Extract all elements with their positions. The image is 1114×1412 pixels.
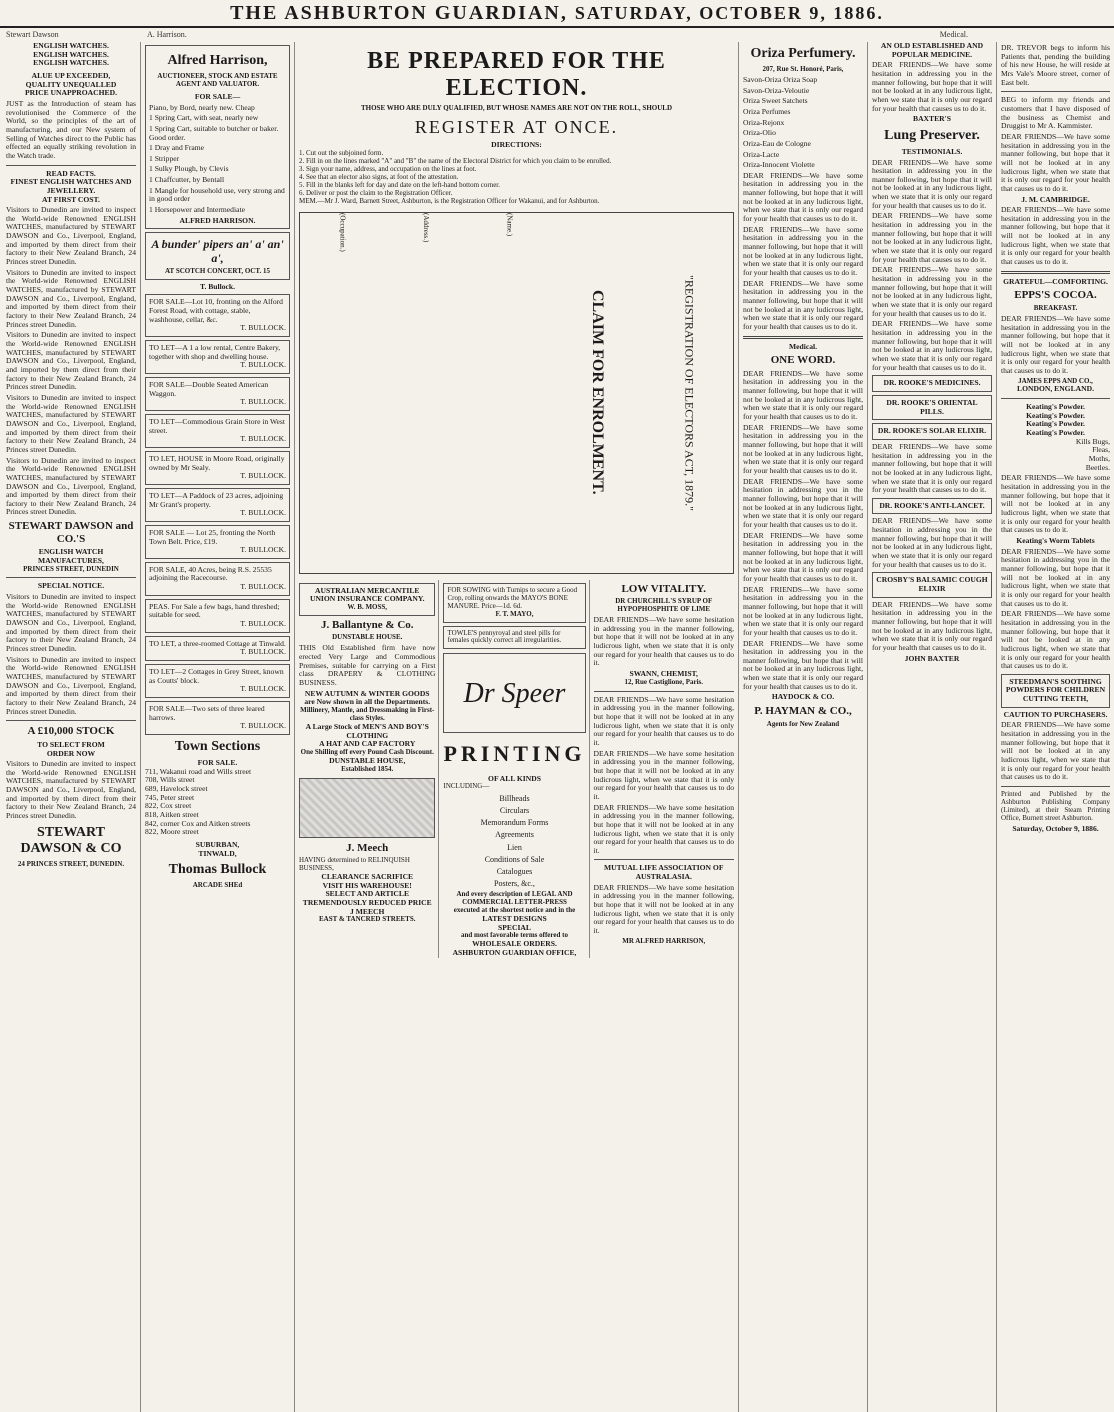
oriza-item: Savon-Oriza Oriza Soap	[743, 74, 818, 84]
direction-step: 4. See that an elector also signs, at foot of the attestation.	[299, 172, 459, 181]
ad-body: VISIT HIS WAREHOUSE!	[322, 880, 412, 890]
ad-heading: TO SELECT FROM	[37, 739, 105, 749]
notice-text: FOR SALE—Double Seated American Waggon.	[149, 379, 269, 398]
ad-body: DEAR FRIENDS—We have some hesitation in addressing you in the manner following, but hope that it will not be looked at in any ludicrous light, when we state that it is only our regard for your health that causes us to do it.	[593, 694, 734, 747]
imprint-date: Saturday, October 9, 1886.	[1012, 823, 1099, 833]
printing-desc: executed at the shortest notice and in the	[453, 905, 576, 914]
notice-text: TO LET, HOUSE in Moore Road, originally owned by Mr Sealy.	[149, 453, 285, 472]
ad-body: Visitors to Dunedin are invited to inspect the World-wide Renowned ENGLISH WATCHES, manufactured by STEWART DAWSON and Co., Liverpool, England, and imported by them direct from their factory to their New Zealand Branch, 24 Princes street Dunedin.	[6, 654, 136, 716]
election-intro: THOSE WHO ARE DULY QUALIFIED, BUT WHOSE NAMES ARE NOT ON THE ROLL, SHOULD	[361, 103, 672, 112]
sale-item: 1 Stripper	[149, 153, 180, 163]
printing-desc: SPECIAL	[498, 922, 531, 932]
notice-text: FOR SALE — Lot 25, fronting the North Town Belt. Price, £19.	[149, 527, 276, 546]
masthead	[0, 0, 1114, 28]
ad-heading: A £10,000 STOCK	[27, 725, 115, 738]
ad-line: PRICE UNAPPROACHED.	[25, 88, 117, 98]
oriza-item: Oriza-Eau de Cologne	[743, 138, 811, 148]
sale-item: 1 Chaffcutter, by Bentall	[149, 175, 225, 185]
keating-line: Keating's Powder.	[1026, 419, 1085, 429]
notice-sign: T. BULLOCK.	[240, 434, 286, 444]
ad-body: Visitors to Dunedin are invited to inspect the World-wide Renowned ENGLISH WATCHES, manufactured by STEWART DAWSON and Co., Liverpool, England, and imported by them direct from their factory to their New Zealand Branch, 24 Princes street Dunedin.	[6, 759, 136, 821]
sale-item: 1 Spring Cart, with seat, nearly new	[149, 113, 259, 123]
column-6	[1001, 42, 1114, 1412]
printing-item: Billheads	[499, 794, 530, 804]
notice	[145, 664, 290, 698]
ad-line: QUALITY UNEQUALLED	[25, 79, 117, 89]
ad-body: FOR SOWING with Turnips to secure a Good Crop, rolling onwards the MAYO'S BONE MANURE. Price—1d. 6d.	[447, 585, 578, 610]
ad-body: DEAR FRIENDS—We have some hesitation in addressing you in the manner following, but hope that it will not be looked at in any ludicrous light, when we state that it is only our regard for your health that causes us to do it.	[743, 224, 863, 278]
ad-body: DEAR FRIENDS—We have some hesitation in addressing you in the manner following, but hope that it will not be looked at in any ludicrous light, when we state that it is only our regard for your health that causes us to do it.	[593, 882, 734, 936]
ad-body: DEAR FRIENDS—We have some hesitation in addressing you in the manner following, but hope that it will not be looked at in any ludicrous light, when we state that it is only our regard for your health that causes us to do it.	[872, 60, 992, 113]
column-1	[6, 42, 141, 1412]
notice	[145, 451, 290, 485]
ad-sign: 12, Rue Castiglione, Paris.	[624, 677, 704, 686]
ad-subtitle: AUCTIONEER, STOCK AND ESTATE AGENT AND VALUATOR.	[157, 71, 278, 88]
ad-body: A HAT AND CAP FACTORY	[319, 739, 416, 749]
notice	[145, 562, 290, 596]
notice	[145, 701, 290, 735]
ad-title: EPPS'S COCOA.	[1014, 289, 1097, 302]
rooke-heading: DR. ROOKE'S ORIENTAL PILLS.	[872, 395, 992, 420]
ad-sign: F. T. MAYO,	[495, 609, 534, 618]
ad-body: DEAR FRIENDS—We have some hesitation in addressing you in the manner following, but hope that it will not be looked at in any ludicrous light, when we state that it is only our regard for your health that causes us to do it.	[743, 530, 863, 583]
center-subcol-c	[594, 580, 735, 958]
notice-sign: T. BULLOCK.	[240, 323, 286, 333]
ad-body: A Large Stock of MEN'S AND BOY'S CLOTHING	[305, 721, 429, 740]
ad-body: DEAR FRIENDS—We have some hesitation in addressing you in the manner following, but hope that it will not be looked at in any ludicrous light, when we state that it is only our regard for your health that causes us to do it.	[743, 278, 863, 331]
ad-body: Visitors to Dunedin are invited to inspect the World-wide Renowned ENGLISH WATCHES, manufactured by STEWART DAWSON and Co., Liverpool, England, and imported by them direct from their factory to their New Zealand Branch, 24 Princes street Dunedin.	[6, 392, 136, 454]
ad-body: One Shilling off every Pound Cash Discount.	[300, 747, 434, 756]
ad-title: J. Ballantyne & Co.	[320, 618, 414, 631]
divider	[594, 859, 735, 860]
ad-line: ENGLISH WATCHES.	[33, 49, 109, 59]
illustration	[299, 778, 435, 838]
notice-text: FOR SALE—Lot 10, fronting on the Alford Forest Road, with cottage, stable, washhouse, cellar, &c.	[149, 297, 283, 324]
notice	[145, 294, 290, 337]
ad-body: DEAR FRIENDS—We have some hesitation in addressing you in the manner following, but hope that it will not be looked at in any ludicrous light, when we state that it is only our regard for your health that causes us to do it.	[593, 615, 734, 668]
form-field-name[interactable]: (Name.)	[505, 212, 514, 236]
ad-body: DEAR FRIENDS—We have some hesitation in addressing you in the manner following, but hope that it will not be looked at in any ludicrous light, when we state that it is only our regard for your health that causes us to do it.	[743, 584, 863, 637]
ad-footer: 24 PRINCES STREET, DUNEDIN.	[17, 859, 125, 868]
ad-line: ALUE UP EXCEEDED,	[31, 70, 111, 80]
ad-body: THIS Old Established firm have now erected Very Large and Commodious Premises, suitable for carrying on a First class DRAPERY & CLOTHING BUSINESS.	[299, 643, 436, 688]
sale-item: 1 Sulky Plough, by Clevis	[149, 164, 229, 174]
section-heading: T. Bullock.	[199, 281, 236, 291]
oriza-item: Oriza-Rejonx	[743, 117, 785, 127]
oriza-item: Savon-Oriza-Veloutie	[743, 85, 810, 95]
ad-heading: FOR SALE—	[194, 91, 241, 101]
issue-date: SATURDAY, OCTOBER 9, 1886.	[574, 2, 884, 23]
ad-body: TREMENDOUSLY REDUCED PRICE	[302, 897, 432, 907]
towle-ad: TOWLE'S pennyroyal and steel pills for females quickly correct all irregularities.	[443, 626, 585, 650]
printing-item: Posters, &c.,	[494, 878, 535, 888]
column-center	[299, 42, 739, 1412]
ad-heading: ORDER NOW	[46, 748, 96, 758]
ad-heading: TESTIMONIALS.	[901, 146, 963, 156]
center-subcol-a	[299, 580, 439, 958]
rooke-heading: DR. ROOKE'S ANTI-LANCET.	[872, 498, 992, 515]
ad-sign: Thomas Bullock	[168, 862, 267, 878]
ad-body: DEAR FRIENDS—We have some hesitation in addressing you in the manner following, but hope that it will not be looked at in any ludicrous light, when we state that it is only our regard for your health that causes us to do it.	[872, 211, 992, 264]
section-item: 822, Cox street	[145, 801, 192, 811]
printing-desc: and most favorable terms offered to	[460, 931, 568, 940]
notice	[145, 525, 290, 559]
ad-body: DEAR FRIENDS—We have some hesitation in addressing you in the manner following, but hope that it will not be looked at in any ludicrous light, when we state that it is only our regard for your health that causes us to do it.	[743, 638, 863, 691]
printing-desc: WHOLESALE ORDERS.	[472, 939, 557, 949]
ad-sign: STEWART DAWSON and CO.'S	[8, 520, 134, 545]
printing-item: Lien	[507, 842, 522, 852]
section-subheading: TINWALD,	[198, 848, 237, 858]
notice	[145, 636, 290, 661]
oriza-item: Oriza-Lacte	[743, 149, 780, 159]
ad-heading: READ FACTS.	[46, 168, 96, 178]
ad-body: DEAR FRIENDS—We have some hesitation in addressing you in the manner following, but hope that it will not be looked at in any ludicrous light, when we state that it is only our regard for your health that causes us to do it.	[1001, 546, 1110, 608]
ad-sign: PRINCES STREET, DUNEDIN	[23, 564, 119, 573]
ad-sign: JOHN BAXTER	[904, 653, 960, 663]
direction-step: 5. Fill in the blanks left for day and date on the left-hand bottom corner.	[299, 180, 501, 189]
divider	[1001, 91, 1110, 92]
notice-text: FOR SALE, 40 Acres, being R.S. 25535 adjoining the Racecourse.	[149, 564, 272, 583]
ad-footer: STEWART DAWSON & CO	[20, 824, 122, 856]
section-subheading: SUBURBAN,	[195, 839, 240, 849]
ad-body: DEAR FRIENDS—We have some hesitation in addressing you in the manner following, but hope that it will not be looked at in any ludicrous light, when we state that it is only our regard for your health that causes us to do it.	[872, 265, 992, 318]
notice-text: PEAS. For Sale a few bags, hand threshed; suitable for seed.	[149, 601, 280, 620]
ad-title: Keating's Worm Tablets	[1016, 535, 1095, 545]
register-banner: REGISTER AT ONCE.	[414, 116, 619, 137]
section-heading: Town Sections	[174, 739, 261, 755]
keating-line: Keating's Powder.	[1026, 428, 1085, 438]
notice-text: TO LET—A Paddock of 23 acres, adjoining Mr Grant's property.	[149, 490, 284, 509]
ad-sign: LONDON, ENGLAND.	[1017, 384, 1094, 394]
column-2	[145, 42, 295, 1412]
notice-sign: T. BULLOCK.	[240, 647, 286, 657]
notice	[145, 377, 290, 411]
ad-body: DEAR FRIENDS—We have some hesitation in addressing you in the manner following, but hope that it will not be looked at in any ludicrous light, when we state that it is only our regard for your health that causes us to do it.	[743, 170, 863, 224]
election-headline: BE PREPARED FOR THE ELECTION.	[367, 48, 666, 102]
direction-step: 3. Sign your name, address, and occupation on the lines at foot.	[299, 164, 477, 173]
sale-item: 1 Horsepower and Intermediate	[149, 205, 245, 215]
center-ad-grid	[299, 580, 734, 958]
ad-body: DEAR FRIENDS—We have some hesitation in addressing you in the manner following, but hope that it will not be looked at in any ludicrous light, when we state that it is only our regard for your health that causes us to do it.	[1001, 720, 1110, 782]
ad-body: Visitors to Dunedin are invited to inspect the World-wide Renowned ENGLISH WATCHES, manufactured by STEWART DAWSON and Co., Liverpool, England, and imported by them direct from their factory to their New Zealand Branch, 24 Princes street Dunedin.	[6, 205, 136, 267]
keating-line: Keating's Powder.	[1026, 402, 1085, 412]
rooke-heading: DR. ROOKE'S MEDICINES.	[872, 375, 992, 392]
ad-sign: Agents for New Zealand	[766, 719, 840, 728]
section-subheading: FOR SALE.	[197, 757, 238, 767]
section-item: 708, Wills street	[145, 775, 195, 785]
oriza-item: Oriza Perfumes	[743, 106, 791, 116]
ad-body: DEAR FRIENDS—We have some hesitation in addressing you in the manner following, but hope that it will not be looked at in any ludicrous light, when we state that it is only our regard for your health that causes us to do it.	[872, 599, 992, 653]
column-header-bar	[0, 28, 1114, 39]
paper-title: THE ASHBURTON GUARDIAN,	[230, 1, 568, 24]
center-subcol-b	[443, 580, 589, 958]
printing-item: Circulars	[499, 806, 530, 816]
ad-body: HAVING determined to RELINQUISH BUSINESS,	[299, 856, 410, 873]
ad-body: DEAR FRIENDS—We have some hesitation in addressing you in the manner following, but hope that it will not be looked at in any ludicrous light, when we state that it is only our regard for your health that causes us to do it.	[593, 748, 734, 801]
steedman-heading: STEEDMAN'S SOOTHING POWDERS FOR CHILDREN CUTTING TEETH,	[1001, 674, 1110, 708]
notice-text: TO LET—Commodious Grain Store in West street.	[149, 416, 285, 435]
ad-sign: MR ALFRED HARRISON,	[622, 936, 706, 945]
ad-body: NEW AUTUMN & WINTER GOODS are Now shown in all the Departments.	[304, 688, 431, 707]
ad-body: Visitors to Dunedin are invited to inspect the World-wide Renowned ENGLISH WATCHES, manufactured by STEWART DAWSON and Co., Liverpool, England, and imported by them direct from their factory to their New Zealand Branch, 24 Princes street Dunedin.	[6, 267, 136, 329]
ad-line: ENGLISH WATCHES.	[33, 58, 109, 68]
enrolment-claim-form[interactable]	[299, 212, 734, 574]
ad-body: Visitors to Dunedin are invited to inspect the World-wide Renowned ENGLISH WATCHES, manufactured by STEWART DAWSON and Co., Liverpool, England, and imported by them direct from their factory to their New Zealand Branch, 24 Princes street Dunedin.	[6, 330, 136, 392]
notice-text: TO LET—2 Cottages in Grey Street, known as Coutts' block.	[149, 667, 284, 685]
ad-sign: HAYDOCK & CO.	[771, 692, 835, 702]
ad-heading: CAUTION TO PURCHASERS.	[1003, 709, 1108, 719]
printing-incl: INCLUDING—	[443, 782, 490, 791]
column-header: A. Harrison.	[147, 30, 187, 39]
harrison-ad	[145, 45, 290, 229]
ad-body: SELECT AND ARTICLE	[325, 889, 410, 899]
ad-body: DEAR FRIENDS—We have some hesitation in addressing you in the manner following, but hope that it will not be looked at in any ludicrous light, when we state that it is only our regard for your health that causes us to do it.	[1001, 473, 1110, 535]
ad-subtitle: DUNSTABLE HOUSE.	[332, 633, 403, 642]
oriza-item: Oriza Sweet Satchets	[743, 96, 808, 106]
registration-memo: MEM.—Mr J. Ward, Barnett Street, Ashburton, is the Registration Officer for Wakanui, and for Ashburton.	[299, 196, 600, 205]
divider	[6, 165, 136, 166]
section-item: 711, Wakanui road and Wills street	[145, 766, 252, 776]
divider	[6, 720, 136, 721]
printing-item: Conditions of Sale	[484, 854, 545, 864]
direction-step: 2. Fill in on the lines marked "A" and "B" the name of the Electoral District for which you claim to be enrolled.	[299, 156, 612, 165]
printing-item: Catalogues	[496, 866, 533, 876]
ad-sign: EAST & TANCRED STREETS.	[319, 915, 416, 924]
divider	[1001, 398, 1110, 399]
notice-text: TO LET, a three-roomed Cottage at Tinwald.	[149, 638, 286, 648]
sale-item: 1 Spring Cart, suitable to butcher or baker. Good order.	[149, 123, 279, 142]
ad-title: LOW VITALITY.	[621, 582, 707, 595]
printing-sub: OF ALL KINDS	[488, 773, 541, 783]
notice	[145, 414, 290, 448]
ad-body: Visitors to Dunedin are invited to inspect the World-wide Renowned ENGLISH WATCHES, manufactured by STEWART DAWSON and Co., Liverpool, England, and imported by them direct from their factory to their New Zealand Branch, 24 Princes street Dunedin.	[6, 592, 136, 654]
section-item: 818, Aitken street	[145, 809, 199, 819]
ad-body: DEAR FRIENDS—We have some hesitation in addressing you in the manner following, but hope that it will not be looked at in any ludicrous light, when we state that it is only our regard for your health that causes us to do it.	[1001, 609, 1110, 671]
ad-sign: J MEECH	[350, 906, 385, 916]
bagpipes-ad	[145, 232, 290, 279]
form-field-occupation[interactable]: (Occupation.)	[338, 212, 347, 252]
ad-title: Alfred Harrison,	[167, 53, 268, 68]
ad-body: CLEARANCE SACRIFICE	[321, 871, 414, 881]
kills-line: Moths,	[1088, 454, 1110, 464]
ad-body: DEAR FRIENDS—We have some hesitation in addressing you in the manner following, but hope that it will not be looked at in any ludicrous light, when we state that it is only our regard for your health that causes us to do it.	[872, 441, 992, 495]
oriza-item: Oriza-Innocent Violette	[743, 160, 815, 170]
column-header: Medical.	[939, 30, 968, 39]
ad-sign: J. M. CAMBRIDGE.	[1021, 194, 1090, 204]
ad-sign: ALFRED HARRISON.	[179, 215, 256, 225]
section-item: 689, Havelock street	[145, 783, 208, 793]
section-heading: Medical.	[788, 341, 818, 351]
keating-line: Keating's Powder.	[1026, 410, 1085, 420]
dr-speer-logo: Dr Speer	[443, 653, 585, 733]
ad-body: DEAR FRIENDS—We have some hesitation in addressing you in the manner following, but hope that it will not be looked at in any ludicrous light, when we state that it is only our regard for your health that causes us to do it.	[1001, 313, 1110, 375]
form-subtitle: CLAIM FOR ENROLMENT.	[589, 290, 607, 495]
printing-item: Agreements	[495, 830, 534, 840]
ad-heading: FINEST ENGLISH WATCHES AND JEWELLERY.	[10, 177, 132, 195]
oriza-item: Oriza-Olio	[743, 128, 776, 138]
kills-line: Kills Bugs,	[1075, 436, 1110, 446]
ad-heading: SPECIAL NOTICE.	[37, 581, 105, 591]
mayo-ad	[443, 583, 585, 623]
ad-body: JUST as the Introduction of steam has revolutionised the Commerce of the World, so the principles of the art of manufacturing, and our New system of Selling of Watches direct to the Public has effected an equally striking revolution in the Watch trade.	[6, 98, 136, 160]
rooke-heading: DR. ROOKE'S SOLAR ELIXIR.	[872, 423, 992, 440]
ad-title: Lung Preserver.	[884, 127, 980, 143]
ad-sign: DUNSTABLE HOUSE,	[329, 755, 406, 765]
notice-sign: T. BULLOCK.	[240, 508, 286, 518]
notice-sign: T. BULLOCK.	[240, 360, 286, 370]
divider	[6, 577, 136, 578]
divider	[743, 336, 863, 339]
sale-item: 1 Dray and Frame	[149, 143, 205, 153]
ad-body: DEAR FRIENDS—We have some hesitation in addressing you in the manner following, but hope that it will not be looked at in any ludicrous light, when we state that it is only our regard for your health that causes us to do it.	[743, 422, 863, 476]
columns	[6, 42, 1108, 1412]
crosby-heading: CROSBY'S BALSAMIC COUGH ELIXIR	[872, 572, 992, 597]
section-item: 842, corner Cox and Aitken streets	[145, 818, 251, 828]
form-field-address[interactable]: (Address.)	[422, 212, 431, 242]
ad-heading: AT FIRST COST.	[42, 194, 100, 204]
sale-item: Piano, by Bord, nearly new. Cheap	[149, 102, 255, 112]
ad-sign: Established 1854.	[341, 764, 394, 773]
ad-body: DEAR FRIENDS—We have some hesitation in addressing you in the manner following, but hope that it will not be looked at in any ludicrous light, when we state that it is only our regard for your health that causes us to do it.	[593, 802, 734, 855]
ad-sign: P. HAYMAN & CO.,	[754, 705, 852, 718]
kills-line: Beetles.	[1085, 462, 1110, 472]
ad-heading: AN OLD ESTABLISHED AND POPULAR MEDICINE.	[880, 42, 984, 59]
ad-body: DEAR FRIENDS—We have some hesitation in addressing you in the manner following, but hope that it will not be looked at in any ludicrous light, when we state that it is only our regard for your health that causes us to do it.	[743, 368, 863, 422]
printing-office: ASHBURTON GUARDIAN OFFICE,	[452, 947, 577, 957]
ad-title: MUTUAL LIFE ASSOCIATION OF AUSTRALASIA.	[604, 863, 724, 882]
ad-title: Oriza Perfumery.	[750, 46, 856, 61]
ad-line: ENGLISH WATCHES.	[33, 42, 109, 50]
notice-sign: T. BULLOCK.	[240, 545, 286, 555]
ad-sign: SWANN, CHEMIST,	[629, 669, 698, 679]
notice-sign: T. BULLOCK.	[240, 471, 286, 481]
section-item: 745, Peter street	[145, 792, 195, 802]
ad-subtitle: 207, Rue St. Honoré, Paris,	[762, 64, 844, 73]
notice	[145, 599, 290, 633]
ad-title: AUSTRALIAN MERCANTILE UNION INSURANCE COMPANY.	[309, 585, 425, 604]
ad-sign: ENGLISH WATCH MANUFACTURES,	[38, 547, 104, 565]
ad-body: BEG to inform my friends and customers that I have disposed of the business as Chemist and Druggist to Mr A. Kammister.	[1001, 95, 1110, 131]
mercantile-ad	[299, 583, 435, 616]
notice-text: TO LET—A 1 a low rental, Centre Bakery, together with shop and dwelling house.	[149, 343, 281, 361]
notice-sign: T. BULLOCK.	[240, 619, 286, 629]
ad-subtitle: BREAKFAST.	[1033, 303, 1078, 312]
column-5	[872, 42, 997, 1412]
ad-title: ONE WORD.	[770, 354, 836, 367]
printing-item: Memorandum Forms	[480, 818, 549, 828]
ad-body: DEAR FRIENDS—We have some hesitation in addressing you in the manner following, but hope that it will not be looked at in any ludicrous light, when we state that it is only our regard for your health that causes us to do it.	[1001, 205, 1110, 267]
ad-heading: GRATEFUL—COMFORTING.	[1003, 276, 1108, 286]
ad-body: DEAR FRIENDS—We have some hesitation in addressing you in the manner following, but hope that it will not be looked at in any ludicrous light, when we state that it is only our regard for your health that causes us to do it.	[1001, 131, 1110, 193]
divider	[1001, 786, 1110, 787]
column-header: Stewart Dawson	[6, 30, 59, 39]
ad-body: DEAR FRIENDS—We have some hesitation in addressing you in the manner following, but hope that it will not be looked at in any ludicrous light, when we state that it is only our regard for your health that causes us to do it.	[872, 157, 992, 210]
imprint: Printed and Published by the Ashburton Publishing Company (Limited), at their Steam Printing Office, Burnett street Ashburton.	[1001, 790, 1110, 822]
ad-sign: JAMES EPPS AND CO.,	[1018, 376, 1093, 385]
ad-title: A bunder' pipers an' a' an' a',	[151, 237, 284, 266]
ad-body: DEAR FRIENDS—We have some hesitation in addressing you in the manner following, but hope that it will not be looked at in any ludicrous light, when we state that it is only our regard for your health that causes us to do it.	[872, 319, 992, 372]
ad-subtitle: AT SCOTCH CONCERT, OCT. 15	[164, 266, 271, 275]
ad-body: Visitors to Dunedin are invited to inspect the World-wide Renowned ENGLISH WATCHES, manufactured by STEWART DAWSON and Co., Liverpool, England, and imported by them direct from their factory to their New Zealand Branch, 24 Princes street Dunedin.	[6, 455, 136, 517]
notice-sign: T. BULLOCK.	[240, 684, 286, 694]
notice	[145, 488, 290, 522]
section-item: 822, Moore street	[145, 827, 199, 837]
notice-sign: T. BULLOCK.	[240, 397, 286, 407]
ad-subtitle: DR CHURCHILL'S SYRUP OF HYPOPHOSPHITE OF LIME	[615, 597, 713, 614]
column-4	[743, 42, 868, 1412]
notice-sign: T. BULLOCK.	[240, 582, 286, 592]
printing-heading: PRINTING	[443, 741, 586, 767]
ad-title: J. Meech	[346, 841, 389, 854]
ad-body: DEAR FRIENDS—We have some hesitation in addressing you in the manner following, but hope that it will not be looked at in any ludicrous light, when we state that it is only our regard for your health that causes us to do it.	[872, 516, 992, 569]
form-title: "REGISTRATION OF ELECTORS ACT, 1879."	[682, 274, 697, 511]
divider	[594, 691, 735, 692]
direction-step: 1. Cut out the subjoined form.	[299, 148, 384, 157]
kills-line: Fleas,	[1092, 445, 1110, 455]
directions-heading: DIRECTIONS:	[491, 140, 542, 150]
printing-desc: LATEST DESIGNS	[482, 913, 547, 923]
ad-body: DR. TREVOR begs to inform his Patients that, pending the building of his new House, he will reside at Mrs Vale's Moore street, corner of East belt.	[1001, 43, 1110, 87]
notice-text: FOR SALE—Two sets of three leared harrows.	[149, 704, 265, 722]
ad-sign: W. B. MOSS,	[347, 602, 388, 611]
notice-sign: T. BULLOCK.	[240, 721, 286, 731]
notice	[145, 340, 290, 374]
ad-body: Millinery, Mantle, and Dressmaking in First-class Styles.	[300, 706, 435, 722]
printing-desc: And every description of LEGAL AND COMMERCIAL LETTER-PRESS	[456, 890, 573, 906]
sale-item: 1 Mangle for household use, very strong and in good order	[149, 185, 285, 204]
ad-body: DEAR FRIENDS—We have some hesitation in addressing you in the manner following, but hope that it will not be looked at in any ludicrous light, when we state that it is only our regard for your health that causes us to do it.	[743, 476, 863, 529]
ad-sign: ARCADE SHEd	[192, 881, 243, 890]
direction-step: 6. Deliver or post the claim to the Registration Officer.	[299, 188, 453, 197]
divider	[1001, 271, 1110, 274]
ad-sign: BAXTER'S	[913, 114, 951, 124]
